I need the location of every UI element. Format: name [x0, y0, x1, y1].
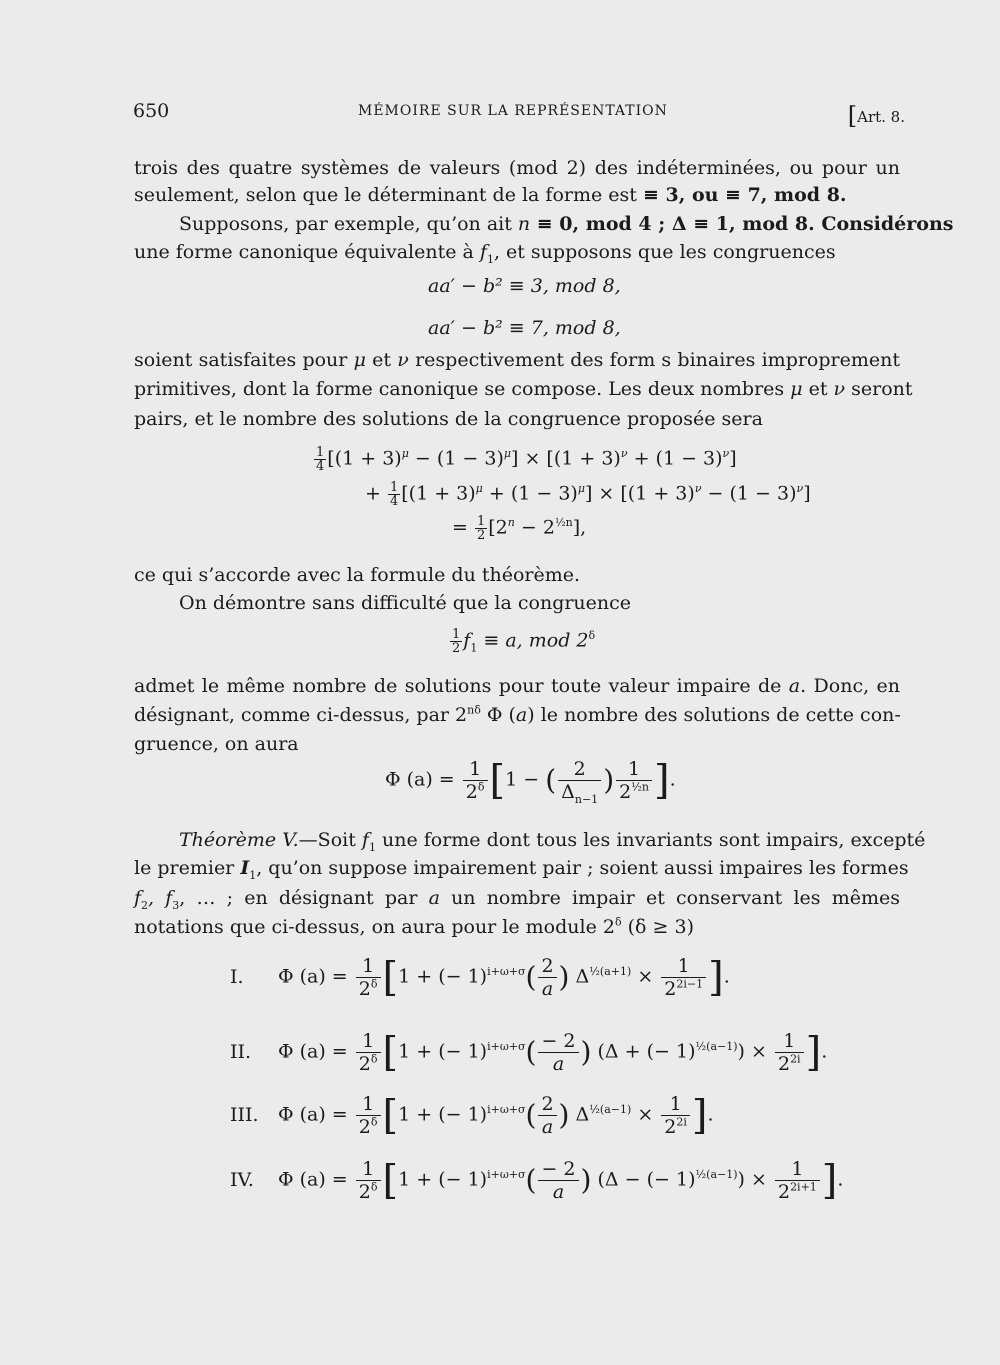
text-line: pairs, et le nombre des solutions de la congruence proposée sera — [134, 408, 763, 430]
text-line: trois des quatre systèmes de valeurs (mod 2) des indéterminées, ou pour un — [134, 157, 900, 179]
count-equation-result: = $\frac{1}{2}$ $[2^n - 2^{\frac{1}{2}n}]$, — [452, 514, 587, 543]
congruence-equation: aa′ − b² ≡ 3, mod 8, — [428, 275, 621, 297]
text-line: admet le même nombre de solutions pour toute valeur impaire de a. Donc, en — [134, 675, 900, 697]
formula-IV: IV. Φ (a) = $\frac{1}{2^\delta}$ [1 + (− 1)$^{i+\omega+\sigma}$( $\frac{- 2}{a}$ ) (Δ − (− 1)$^{\frac{1}{2}(a-1)}$) × $\frac{1}{2^{2i+1}}$ ]. — [230, 1157, 844, 1204]
formula-II: II. Φ (a) = $\frac{1}{2^\delta}$ [1 + (− 1)$^{i+\omega+\sigma}$( $\frac{- 2}{a}$ ) (Δ + (− 1)$^{\frac{1}{2}(a-1)}$) × $\frac{1}{2^{2i}}$ ]. — [230, 1029, 828, 1076]
congruence-equation: aa′ − b² ≡ 7, mod 8, — [428, 317, 621, 339]
text-line: primitives, dont la forme canonique se compose. Les deux nombres μ et ν seront — [134, 378, 913, 400]
theorem-line: le premier $I_1$, qu’on suppose impairement pair ; soient aussi impaires les formes — [134, 857, 909, 882]
formula-I: I. Φ (a) = $\frac{1}{2^\delta}$ [1 + (− 1)$^{i+\omega+\sigma}$( $\frac{2}{a}$ ) $\Delta^{\frac{1}{2}(a+1)}$ × $\frac{1}{2^{2i-1}}$ ]. — [230, 954, 730, 1001]
count-equation-line: + $\frac{1}{4}$ $[(1 + 3)^\mu + (1 - 3)^\mu] \times [(1 + 3)^\nu - (1 - 3)^\nu]$ — [365, 480, 811, 509]
text-line: soient satisfaites pour μ et ν respectivement des form s binaires improprement — [134, 349, 900, 371]
text-line: désignant, comme ci-dessus, par $2^{n\delta}$ Φ (a) le nombre des solutions de cette con- — [134, 703, 901, 726]
article-reference: [Art. 8. — [847, 102, 905, 130]
formula-III: III. Φ (a) = $\frac{1}{2^\delta}$ [1 + (− 1)$^{i+\omega+\sigma}$( $\frac{2}{a}$ ) $\Delta^{\frac{1}{2}(a-1)}$ × $\frac{1}{2^{2i}}$ ]. — [230, 1092, 714, 1139]
theorem-line: Théorème V.—Soit $f_1$ une forme dont tous les invariants sont impairs, excepté — [179, 829, 926, 854]
running-title: MÉMOIRE SUR LA REPRÉSENTATION — [358, 103, 668, 119]
phi-formula: Φ (a) = $\frac{1}{2^\delta}$ [1 − ( $\frac{2}{\Delta_{n-1}}$ ) $\frac{1}{2^{\frac{1}{2}n}}$ ]. — [385, 757, 676, 806]
text-line: gruence, on aura — [134, 733, 299, 755]
text-line: seulement, selon que le déterminant de la forme est ≡ 3, ou ≡ 7, mod 8. — [134, 184, 847, 206]
congruence-equation: $\frac{1}{2}$ $f_1 \equiv a$, mod $2^\delta$ — [452, 627, 596, 656]
page-header — [133, 100, 905, 130]
text-line: Supposons, par exemple, qu’on ait n ≡ 0, mod 4 ; Δ ≡ 1, mod 8. Considérons — [179, 213, 954, 235]
page-number: 650 — [133, 100, 170, 122]
text-line: ce qui s’accorde avec la formule du théorème. — [134, 564, 581, 586]
count-equation-line: $\frac{1}{4}$ $[(1 + 3)^\mu - (1 - 3)^\mu] \times [(1 + 3)^\nu + (1 - 3)^\nu]$ — [316, 445, 737, 474]
text-line: une forme canonique équivalente à $f_1$, et supposons que les congruences — [134, 241, 836, 266]
theorem-line: $f_2$, $f_3$, … ; en désignant par a un nombre impair et conservant les mêmes — [134, 887, 900, 912]
text-line: On démontre sans difficulté que la congruence — [179, 592, 632, 614]
theorem-line: notations que ci-dessus, on aura pour le module $2^\delta$ (δ ≥ 3) — [134, 915, 694, 938]
